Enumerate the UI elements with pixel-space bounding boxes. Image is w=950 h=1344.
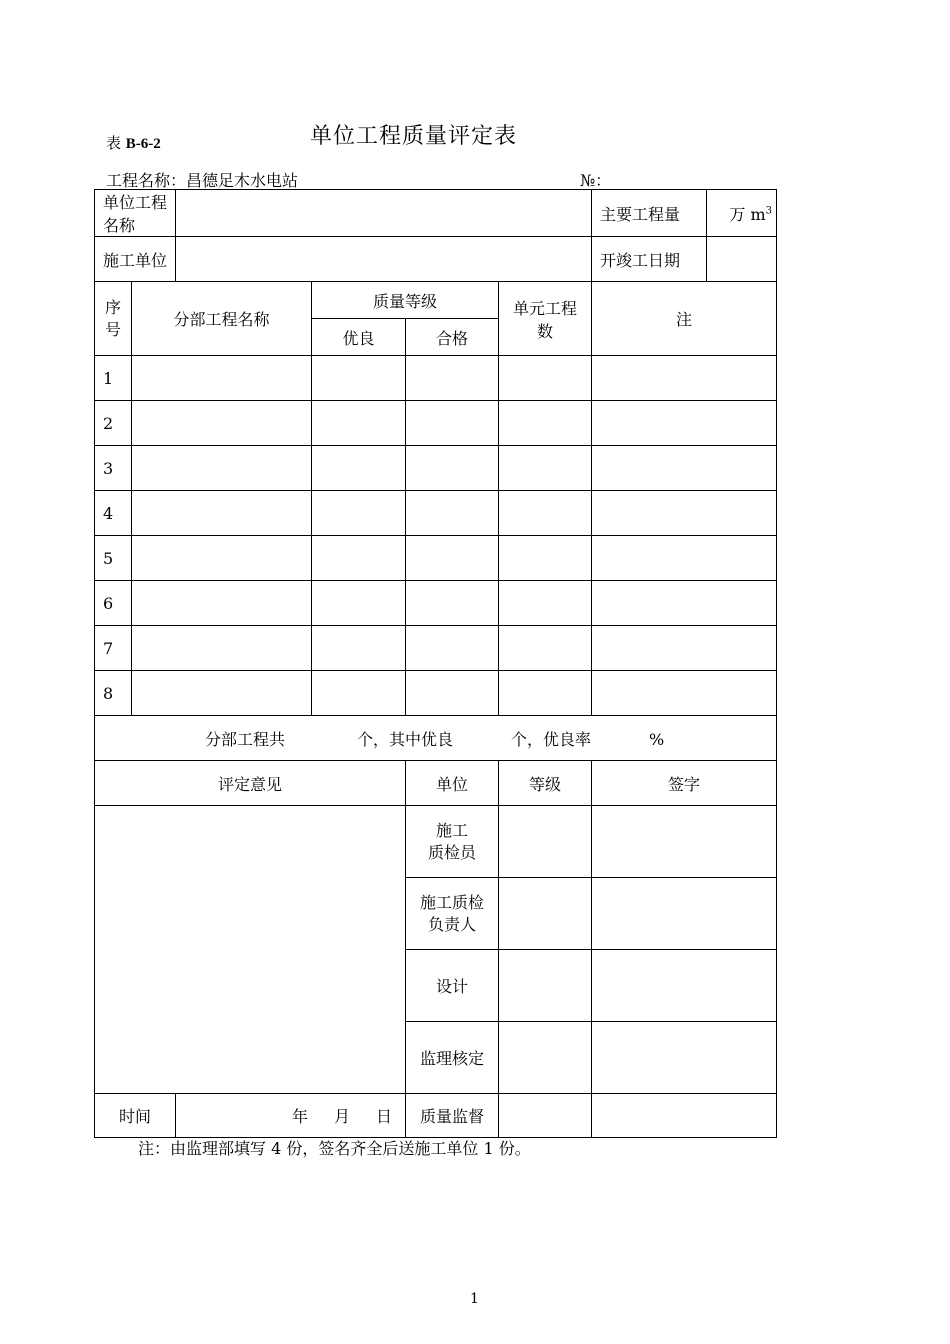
table-row xyxy=(95,446,777,491)
serial-header: 序 号 xyxy=(95,282,132,356)
excellent-cell[interactable] xyxy=(312,491,406,536)
division-name-cell[interactable] xyxy=(132,536,312,581)
date-year: 年 xyxy=(292,1107,309,1126)
summary-line[interactable] xyxy=(95,716,777,761)
excellent-cell[interactable] xyxy=(312,446,406,491)
note-cell[interactable] xyxy=(592,536,777,581)
unit-header: 单位 xyxy=(406,761,499,806)
role-design: 设计 xyxy=(406,950,499,1022)
table-row xyxy=(95,671,777,716)
note-cell[interactable] xyxy=(592,401,777,446)
date-month: 月 xyxy=(334,1107,351,1126)
date-field[interactable] xyxy=(176,1094,406,1138)
time-row xyxy=(95,1094,777,1138)
note-header: 注 xyxy=(592,282,777,356)
excellent-cell[interactable] xyxy=(312,671,406,716)
signature-cell[interactable] xyxy=(592,950,777,1022)
element-count-cell[interactable] xyxy=(499,626,592,671)
quality-supervision-label: 质量监督 xyxy=(406,1094,499,1138)
division-name-cell[interactable] xyxy=(132,581,312,626)
quality-grade-header: 质量等级 xyxy=(312,282,499,319)
qualified-cell[interactable] xyxy=(406,626,499,671)
assessment-form-table xyxy=(94,189,777,1138)
grade-cell[interactable] xyxy=(499,878,592,950)
row-serial: 2 xyxy=(95,401,132,446)
grade-cell[interactable] xyxy=(499,806,592,878)
row-serial: 3 xyxy=(95,446,132,491)
qualified-cell[interactable] xyxy=(406,446,499,491)
document-number-label: №： xyxy=(580,171,612,190)
division-name-cell[interactable] xyxy=(132,356,312,401)
excellent-cell[interactable] xyxy=(312,401,406,446)
table-row xyxy=(95,491,777,536)
row-serial: 4 xyxy=(95,491,132,536)
division-name-header: 分部工程名称 xyxy=(132,282,312,356)
page-title: 单位工程质量评定表 xyxy=(310,124,518,149)
division-name-cell[interactable] xyxy=(132,491,312,536)
signature-cell[interactable] xyxy=(592,806,777,878)
role-construction-qc-lead: 施工质检 负责人 xyxy=(406,878,499,950)
page-number: 1 xyxy=(470,1291,479,1307)
qualified-cell[interactable] xyxy=(406,671,499,716)
info-row-construction xyxy=(95,237,777,282)
qualified-cell[interactable] xyxy=(406,356,499,401)
table-row xyxy=(95,401,777,446)
signature-header: 签字 xyxy=(592,761,777,806)
role-construction-inspector: 施工 质检员 xyxy=(406,806,499,878)
date-day: 日 xyxy=(376,1107,393,1126)
division-name-cell[interactable] xyxy=(132,626,312,671)
unit-project-name-label: 单位工程名称 xyxy=(95,190,176,237)
summary-row xyxy=(95,716,777,761)
division-name-cell[interactable] xyxy=(132,671,312,716)
start-end-date-label: 开竣工日期 xyxy=(592,237,707,282)
row-serial: 8 xyxy=(95,671,132,716)
element-count-cell[interactable] xyxy=(499,491,592,536)
assessment-header-row xyxy=(95,761,777,806)
summary-text-rate: 个，优良率 xyxy=(511,729,592,749)
excellent-cell[interactable] xyxy=(312,626,406,671)
quantity-unit-superscript: 3 xyxy=(765,205,773,217)
supervision-signature-cell[interactable] xyxy=(592,1094,777,1138)
grade-header: 等级 xyxy=(499,761,592,806)
note-cell[interactable] xyxy=(592,626,777,671)
element-count-header: 单元工程数 xyxy=(499,282,592,356)
element-count-cell[interactable] xyxy=(499,356,592,401)
excellent-cell[interactable] xyxy=(312,581,406,626)
assessment-row xyxy=(95,806,777,878)
row-serial: 1 xyxy=(95,356,132,401)
qualified-header: 合格 xyxy=(406,319,499,356)
table-row xyxy=(95,626,777,671)
signature-cell[interactable] xyxy=(592,1022,777,1094)
note-cell[interactable] xyxy=(592,671,777,716)
note-cell[interactable] xyxy=(592,356,777,401)
summary-text-total: 分部工程共 xyxy=(205,729,286,749)
element-count-cell[interactable] xyxy=(499,401,592,446)
signature-cell[interactable] xyxy=(592,878,777,950)
row-serial: 6 xyxy=(95,581,132,626)
excellent-cell[interactable] xyxy=(312,356,406,401)
main-quantity-label: 主要工程量 xyxy=(592,190,707,237)
element-count-cell[interactable] xyxy=(499,446,592,491)
summary-text-excellent: 个，其中优良 xyxy=(357,729,454,749)
qualified-cell[interactable] xyxy=(406,536,499,581)
construction-unit-field[interactable] xyxy=(176,237,592,282)
project-name-label: 工程名称：昌德足木水电站 xyxy=(106,171,299,190)
quantity-unit: 万 m xyxy=(729,204,766,224)
supervision-grade-cell[interactable] xyxy=(499,1094,592,1138)
grid-header-row xyxy=(95,282,777,319)
excellent-cell[interactable] xyxy=(312,536,406,581)
qualified-cell[interactable] xyxy=(406,491,499,536)
element-count-cell[interactable] xyxy=(499,671,592,716)
table-row xyxy=(95,581,777,626)
grade-cell[interactable] xyxy=(499,1022,592,1094)
footnote: 注：由监理部填写 4 份，签名齐全后送施工单位 1 份。 xyxy=(138,1139,531,1158)
excellent-header: 优良 xyxy=(312,319,406,356)
note-cell[interactable] xyxy=(592,581,777,626)
role-supervision-verify: 监理核定 xyxy=(406,1022,499,1094)
summary-text-percent: % xyxy=(649,729,665,749)
note-cell[interactable] xyxy=(592,446,777,491)
info-row-unit xyxy=(95,190,777,237)
construction-unit-label: 施工单位 xyxy=(95,237,176,282)
opinion-field[interactable] xyxy=(95,806,406,1094)
division-name-cell[interactable] xyxy=(132,401,312,446)
note-cell[interactable] xyxy=(592,491,777,536)
start-end-date-field[interactable] xyxy=(707,237,777,282)
division-name-cell[interactable] xyxy=(132,446,312,491)
opinion-header: 评定意见 xyxy=(95,761,406,806)
time-label: 时间 xyxy=(95,1094,176,1138)
main-quantity-field[interactable] xyxy=(707,190,777,237)
grade-cell[interactable] xyxy=(499,950,592,1022)
table-code: 表 B-6-2 xyxy=(106,134,161,152)
qualified-cell[interactable] xyxy=(406,581,499,626)
table-row xyxy=(95,536,777,581)
element-count-cell[interactable] xyxy=(499,581,592,626)
qualified-cell[interactable] xyxy=(406,401,499,446)
element-count-cell[interactable] xyxy=(499,536,592,581)
row-serial: 7 xyxy=(95,626,132,671)
unit-project-name-field[interactable] xyxy=(176,190,592,237)
table-row xyxy=(95,356,777,401)
row-serial: 5 xyxy=(95,536,132,581)
